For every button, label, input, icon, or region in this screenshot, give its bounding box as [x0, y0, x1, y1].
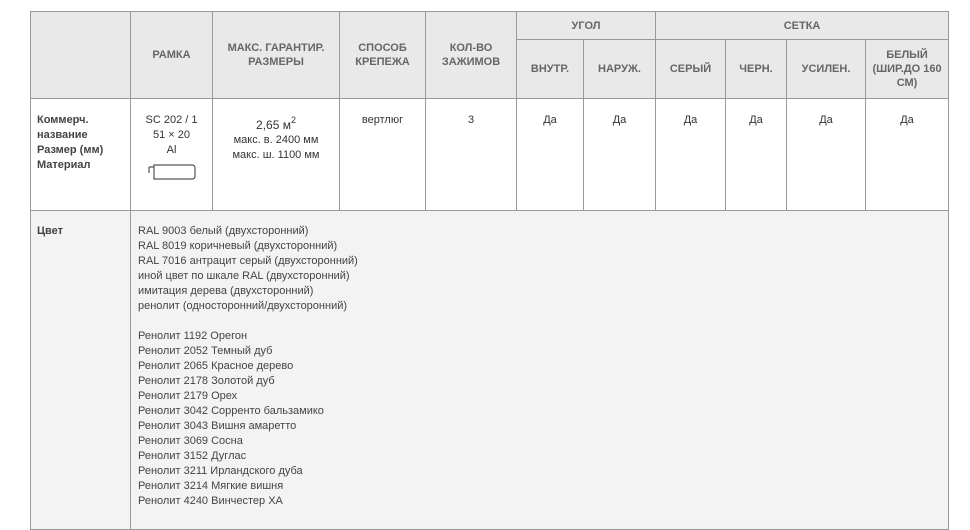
- list-item: имитация дерева (двухсторонний): [138, 285, 314, 297]
- mesh-grey-value: Да: [656, 99, 726, 211]
- list-item: RAL 8019 коричневый (двухсторонний): [138, 240, 338, 252]
- row-labels: [31, 99, 131, 211]
- list-item: иной цвет по шкале RAL (двухсторонний): [138, 270, 350, 282]
- mounting-value: вертлюг: [340, 99, 426, 211]
- list-item: Ренолит 2179 Орех: [138, 390, 238, 402]
- list-item: ренолит (односторонний/двухсторонний): [138, 300, 348, 312]
- header-mesh-white: БЕЛЫЙ (ШИР.ДО 160 СМ): [866, 40, 949, 99]
- angle-outer-value: Да: [584, 99, 656, 211]
- max-height: макс. в. 2400 мм: [233, 134, 319, 146]
- area-value: 2,65 $м^2$: [256, 115, 296, 132]
- color-row: [31, 211, 949, 530]
- mesh-reinforced-value: Да: [787, 99, 866, 211]
- list-item: Ренолит 3043 Вишня амаретто: [138, 420, 297, 432]
- list-item: Ренолит 3211 Ирландского дуба: [138, 465, 303, 477]
- list-item: Ренолит 3069 Сосна: [138, 435, 243, 447]
- header-mesh-grey: СЕРЫЙ: [656, 40, 726, 99]
- header-mounting: СПОСОБ КРЕПЕЖА: [340, 12, 426, 99]
- list-item: Ренолит 4240 Винчестер ХА: [138, 495, 283, 507]
- list-item: Ренолит 1192 Орегон: [138, 330, 248, 342]
- list-spacer: [138, 314, 948, 329]
- list-item: Ренолит 3214 Мягкие вишня: [138, 480, 284, 492]
- header-angle: УГОЛ: [517, 12, 656, 40]
- frame-name: SC 202 / 1: [145, 114, 198, 126]
- header-angle-inner: ВНУТР.: [517, 40, 584, 99]
- label-commercial-name: Коммерч. название: [37, 114, 89, 141]
- list-item: RAL 7016 антрацит серый (двухсторонний): [138, 255, 358, 267]
- label-material: Материал: [37, 159, 91, 171]
- header-clamps: КОЛ-ВО ЗАЖИМОВ: [426, 12, 517, 99]
- header-frame: РАМКА: [131, 12, 213, 99]
- angle-inner-value: Да: [517, 99, 584, 211]
- color-label: Цвет: [31, 211, 131, 530]
- frame-cell: [131, 99, 213, 211]
- list-item: Ренолит 2178 Золотой дуб: [138, 375, 275, 387]
- spec-table: [30, 11, 949, 530]
- list-item: Ренолит 2065 Красное дерево: [138, 360, 294, 372]
- mesh-black-value: Да: [726, 99, 787, 211]
- header-mesh-black: ЧЕРН.: [726, 40, 787, 99]
- header-mesh-reinforced: УСИЛЕН.: [787, 40, 866, 99]
- mesh-white-value: Да: [866, 99, 949, 211]
- label-size: Размер (мм): [37, 144, 104, 156]
- header-empty-cell: [31, 12, 131, 99]
- max-size-cell: [213, 99, 340, 211]
- list-item: Ренолит 3042 Сорренто бальзамико: [138, 405, 324, 417]
- frame-profile-icon: [146, 161, 198, 183]
- table-row: [31, 99, 949, 211]
- header-max-size: МАКС. ГАРАНТИР. РАЗМЕРЫ: [213, 12, 340, 99]
- clamps-value: 3: [426, 99, 517, 211]
- frame-size: 51 × 20: [152, 129, 190, 141]
- color-list: [131, 211, 949, 530]
- header-mesh: СЕТКА: [656, 12, 949, 40]
- header-angle-outer: НАРУЖ.: [584, 40, 656, 99]
- frame-material: Al: [166, 144, 177, 156]
- list-item: RAL 9003 белый (двухсторонний): [138, 225, 309, 237]
- list-item: Ренолит 3152 Дуглас: [138, 450, 247, 462]
- max-width: макс. ш. 1100 мм: [232, 149, 320, 161]
- list-item: Ренолит 2052 Темный дуб: [138, 345, 273, 357]
